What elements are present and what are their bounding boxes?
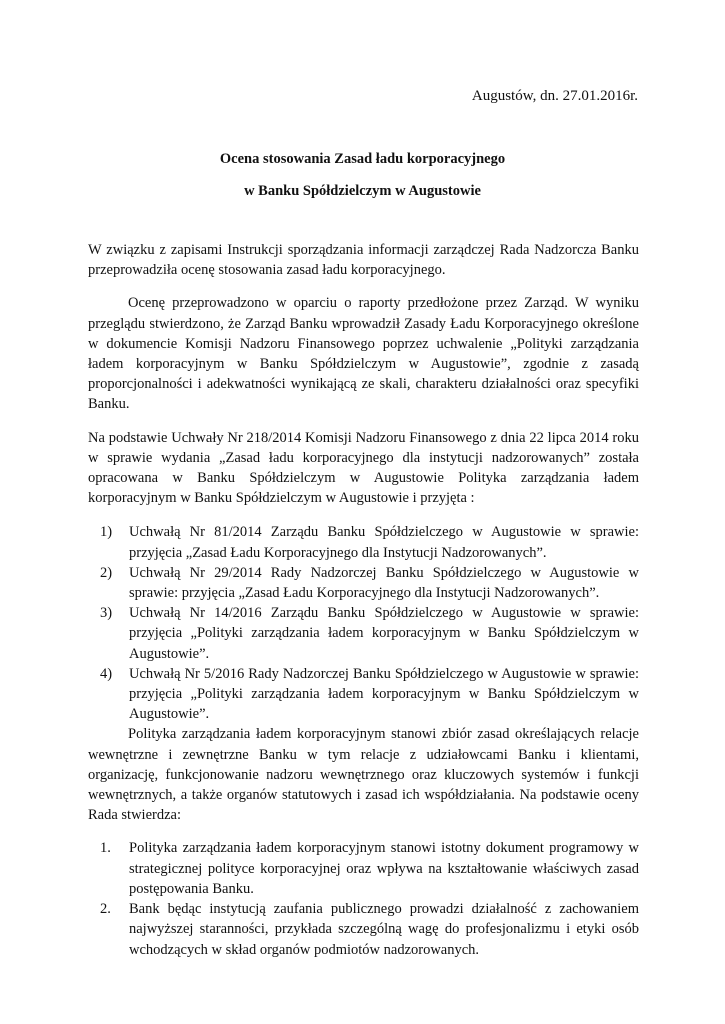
- document-title-line-1: Ocena stosowania Zasad ładu korporacyjnego: [219, 151, 506, 167]
- document-title-line-2: w Banku Spółdzielczym w Augustowie: [244, 183, 481, 199]
- paragraph-assessment: Ocenę przeprowadzono w oparciu o raporty przedłożone przez Zarząd. W wyniku przeglądu stwierdzono, że Zarząd Banku wprowadził Zasady Ładu Korporacyjnego określone w dokumencie Komisji Nadzoru Finansowego poprzez uchwalenie „Polityki zarządzania ładem korporacyjnym w Banku Spółdzielczym w Augustowie”, zgodnie z zasadą proporcjonalności i adekwatności wynikającą ze skali, charakteru działalności oraz specyfiki Banku.: [88, 295, 639, 413]
- paragraph-policy: Polityka zarządzania ładem korporacyjnym stanowi zbiór zasad określających relacje wewnętrzne i zewnętrzne Banku w tym relacje z udziałowcami Banku i klientami, organizację, funkcjonowanie nadzoru wewnętrznego oraz kluczowych systemów i funkcji wewnętrznych, a także organów statutowych i zasad ich współdziałania. Na podstawie oceny Rada stwierdza:: [88, 726, 639, 824]
- list-item-number: 4): [100, 665, 113, 682]
- list-item-number: 1.: [100, 840, 111, 857]
- list-item-number: 2): [100, 564, 113, 581]
- list-item-text: Polityka zarządzania ładem korporacyjnym stanowi istotny dokument programowy w strategicznej polityce korporacyjnej oraz wpływa na kształtowanie właściwych zasad postępowania Banku.: [129, 840, 639, 897]
- list-item: [100, 899, 639, 960]
- list-item: [100, 838, 639, 899]
- document-date: Augustów, dn. 27.01.2016r.: [471, 88, 638, 104]
- list-item-number: 1): [100, 524, 113, 541]
- paragraph-legal-basis: Na podstawie Uchwały Nr 218/2014 Komisji Nadzoru Finansowego z dnia 22 lipca 2014 roku w sprawie wydania „Zasad ładu korporacyjnego dla instytucji nadzorowanych” została opracowana w Banku Spółdzielczym w Augustowie Polityka zarządzania ładem korporacyjnym w Banku Spółdzielczym w Augustowie i przyjęta :: [88, 429, 639, 507]
- list-item-number: 2.: [100, 901, 111, 918]
- list-item-text: Bank będąc instytucją zaufania publicznego prowadzi działalność z zachowaniem najwyższej staranności, przykłada szczególną wagę do profesjonalizmu i etyki osób wchodzących w skład organów podmiotów nadzorowanych.: [129, 901, 639, 958]
- list-item: [100, 603, 639, 664]
- list-item-number: 3): [100, 605, 113, 622]
- resolutions-list: [88, 522, 639, 724]
- paragraph-intro: W związku z zapisami Instrukcji sporządzania informacji zarządczej Rada Nadzorcza Banku przeprowadziła ocenę stosowania zasad ładu korporacyjnego.: [88, 242, 639, 279]
- conclusions-list: [88, 838, 639, 959]
- list-item-text: Uchwałą Nr 14/2016 Zarządu Banku Spółdzielczego w Augustowie w sprawie: przyjęcia „Polityki zarządzania ładem korporacyjnym w Banku Spółdzielczym w Augustowie”.: [129, 605, 639, 662]
- list-item-text: Uchwałą Nr 5/2016 Rady Nadzorczej Banku Spółdzielczego w Augustowie w sprawie: przyjęcia „Polityki zarządzania ładem korporacyjnym w Banku Spółdzielczym w Augustowie”.: [129, 665, 639, 723]
- list-item: [100, 522, 639, 562]
- list-item: [100, 563, 639, 603]
- list-item: [100, 664, 639, 725]
- list-item-text: Uchwałą Nr 81/2014 Zarządu Banku Spółdzielczego w Augustowie w sprawie: przyjęcia „Zasad Ładu Korporacyjnego dla Instytucji Nadzorowanych”.: [129, 524, 639, 561]
- list-item-text: Uchwałą Nr 29/2014 Rady Nadzorczej Banku Spółdzielczego w Augustowie w sprawie: przyjęcia „Zasad Ładu Korporacyjnego dla Instytucji Nadzorowanych”.: [129, 564, 639, 602]
- document-body: [88, 240, 639, 960]
